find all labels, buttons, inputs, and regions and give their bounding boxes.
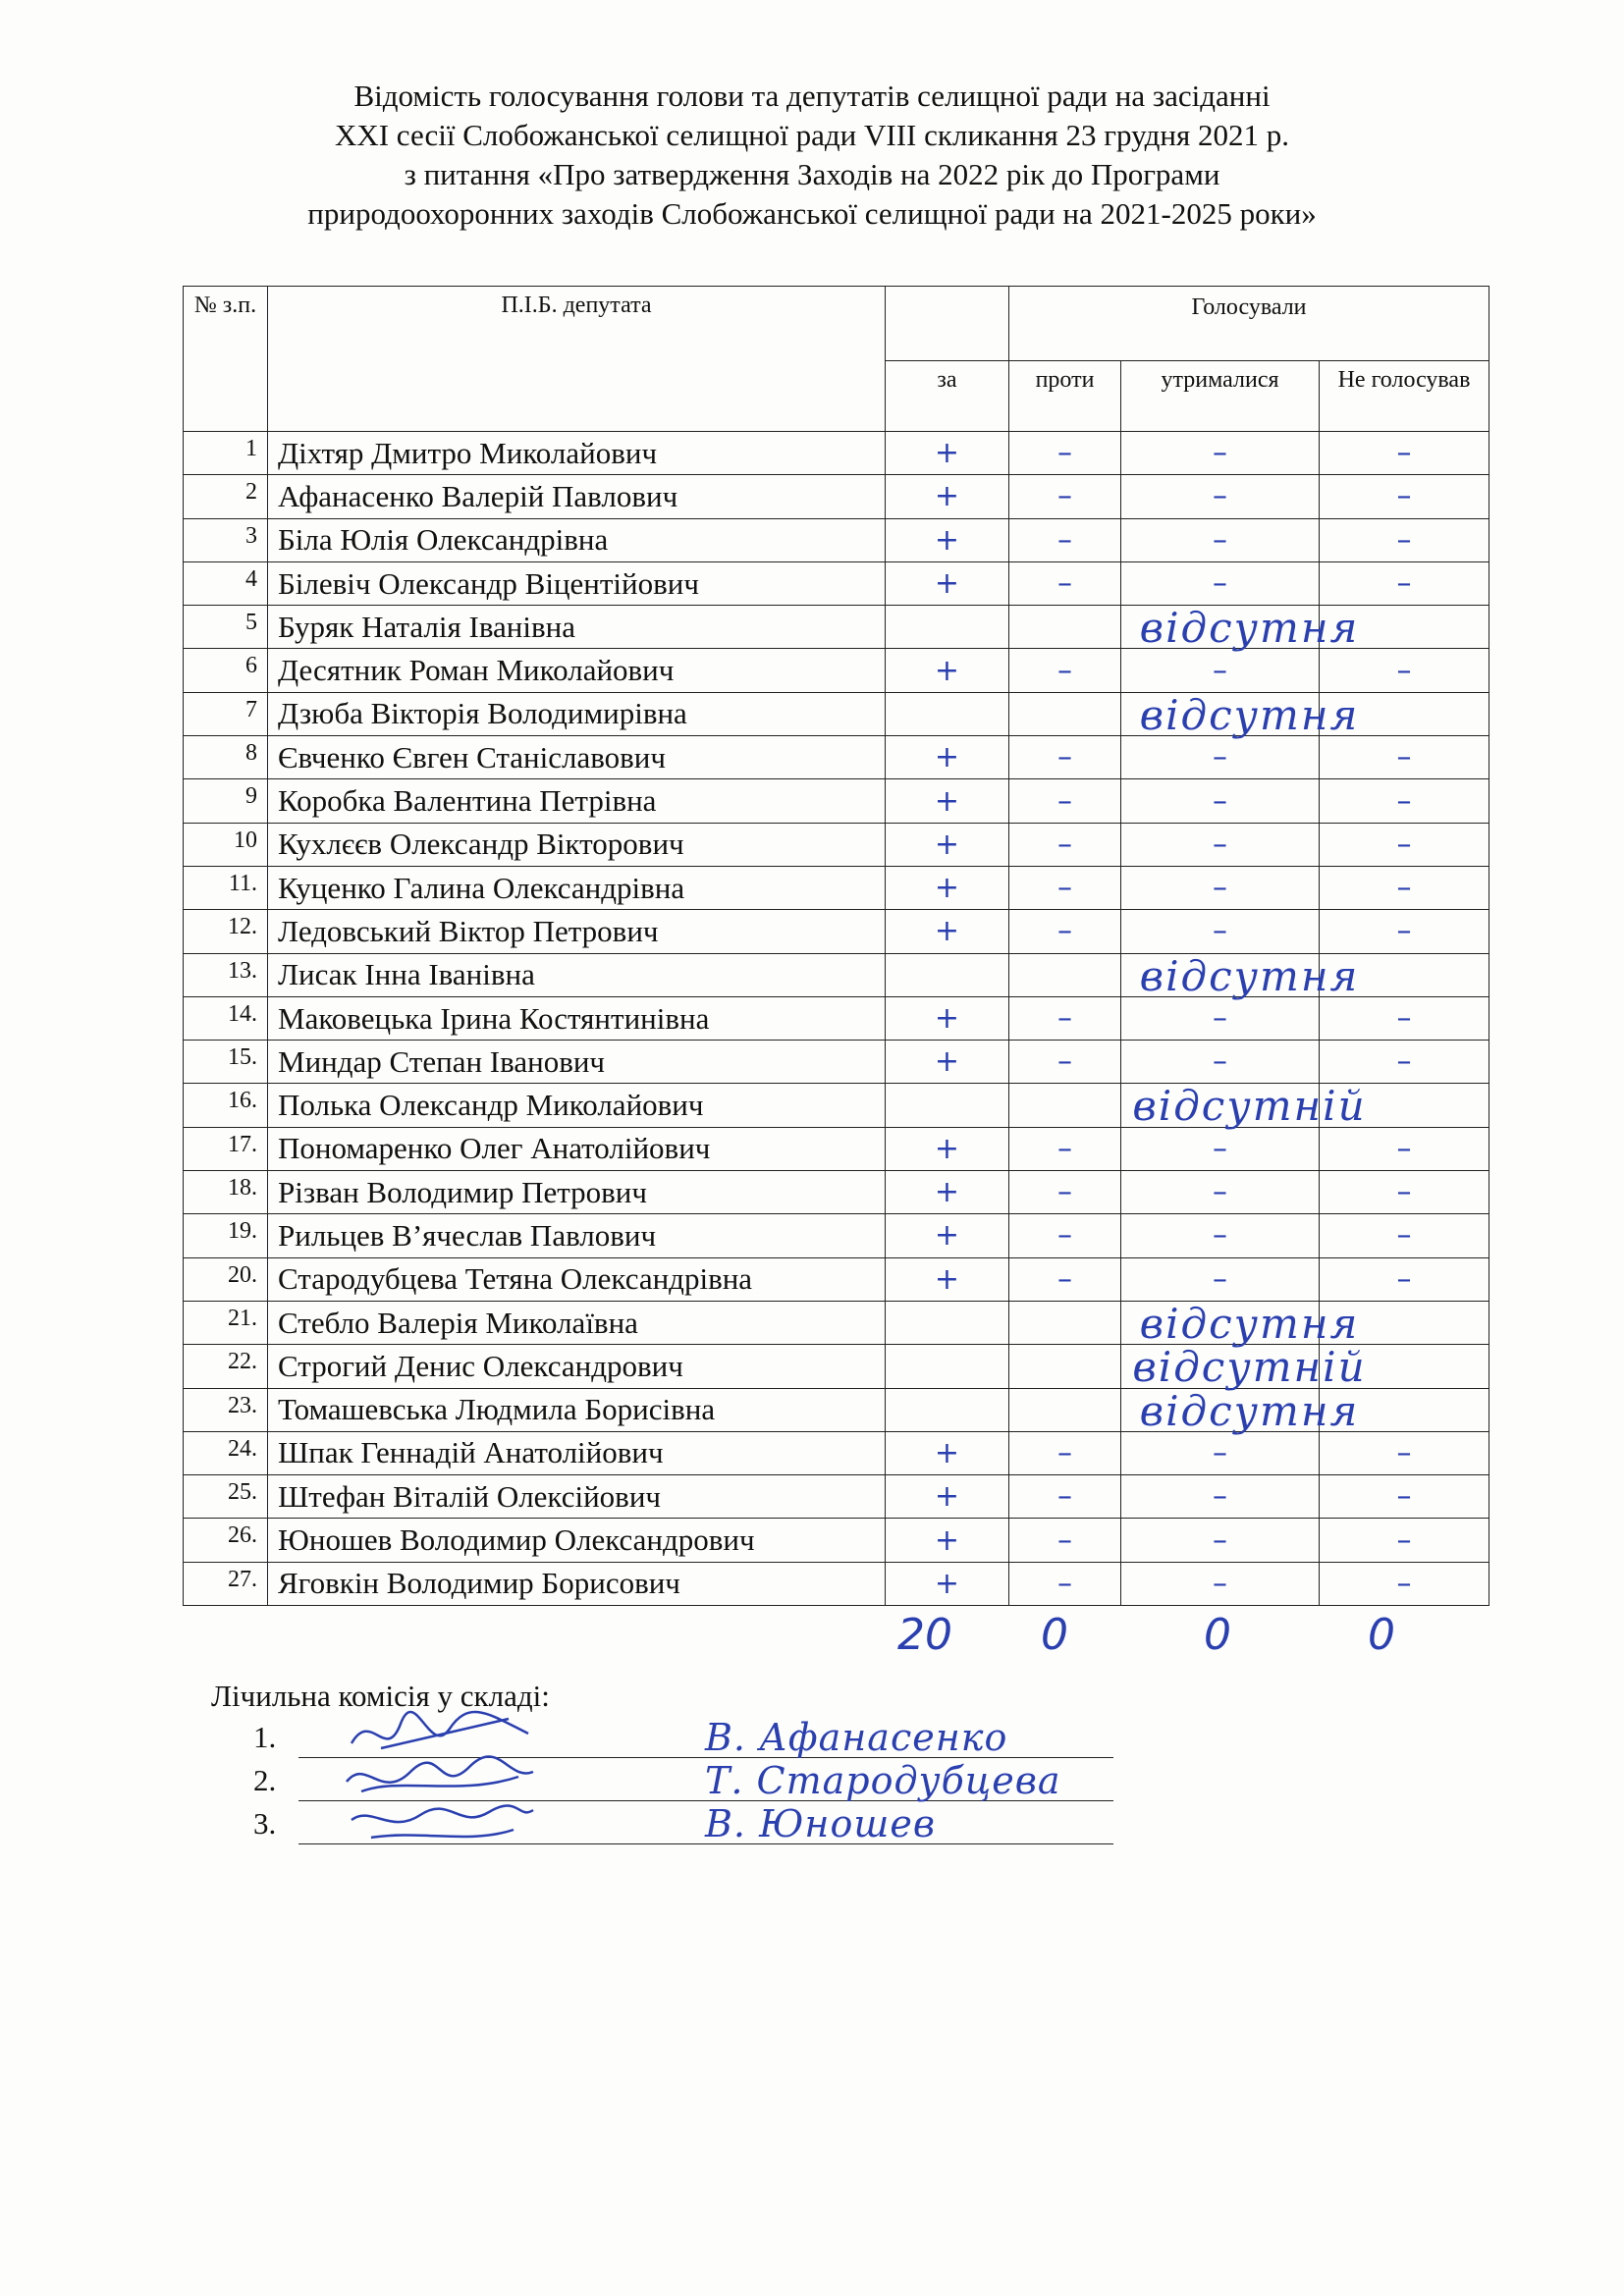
deputy-name: Біла Юлія Олександрівна xyxy=(268,518,886,561)
table-row xyxy=(184,779,1489,823)
table-row xyxy=(184,1127,1489,1170)
vote-not-voted: – xyxy=(1320,1171,1489,1214)
vote-abstained: – xyxy=(1121,1562,1320,1605)
document-title xyxy=(0,77,1624,234)
table-body xyxy=(184,432,1489,1606)
row-number: 25. xyxy=(184,1475,268,1519)
deputy-name: Стебло Валерія Миколаївна xyxy=(268,1301,886,1344)
vote-for xyxy=(886,606,1009,649)
deputy-name: Томашевська Людмила Борисівна xyxy=(268,1388,886,1431)
vote-abstained: – xyxy=(1121,1519,1320,1562)
total-for: 20 xyxy=(897,1610,952,1660)
row-number: 19. xyxy=(184,1214,268,1257)
vote-abstained: – xyxy=(1121,1214,1320,1257)
vote-not-voted: – xyxy=(1320,1214,1489,1257)
vote-not-voted: – xyxy=(1320,1519,1489,1562)
title-line: XXI сесії Слобожанської селищної ради VIII скликання 23 грудня 2021 р. xyxy=(334,118,1290,152)
member-index: 1. xyxy=(253,1720,277,1754)
table-row xyxy=(184,1562,1489,1605)
vote-against: – xyxy=(1009,996,1121,1040)
vote-abstained: – xyxy=(1121,1171,1320,1214)
header-abstained: утрималися xyxy=(1121,361,1320,432)
row-number: 23. xyxy=(184,1388,268,1431)
total-against: 0 xyxy=(1041,1610,1068,1660)
row-number: 9 xyxy=(184,779,268,823)
deputy-name: Дзюба Вікторія Володимирівна xyxy=(268,692,886,735)
vote-abstained: – xyxy=(1121,1431,1320,1474)
row-number: 10 xyxy=(184,823,268,866)
table-row xyxy=(184,823,1489,866)
vote-abstained: – xyxy=(1121,996,1320,1040)
vote-not-voted: – xyxy=(1320,475,1489,518)
table-row xyxy=(184,1519,1489,1562)
vote-abstained: – xyxy=(1121,432,1320,475)
vote-not-voted: – xyxy=(1320,736,1489,779)
deputy-name: Стародубцева Тетяна Олександрівна xyxy=(268,1257,886,1301)
vote-against: – xyxy=(1009,475,1121,518)
table-row xyxy=(184,1431,1489,1474)
vote-not-voted: – xyxy=(1320,1475,1489,1519)
vote-not-voted: – xyxy=(1320,432,1489,475)
vote-for xyxy=(886,1388,1009,1431)
member-index: 2. xyxy=(253,1763,277,1797)
deputy-name: Юношев Володимир Олександрович xyxy=(268,1519,886,1562)
vote-against: – xyxy=(1009,823,1121,866)
vote-not-voted: – xyxy=(1320,996,1489,1040)
signature-mark xyxy=(342,1790,538,1849)
vote-against xyxy=(1009,604,1360,653)
table-row xyxy=(184,692,1489,735)
table-row xyxy=(184,1171,1489,1214)
vote-against: – xyxy=(1009,1431,1121,1474)
vote-not-voted: – xyxy=(1320,518,1489,561)
vote-for: + xyxy=(886,1041,1009,1084)
absent-note: відсутня xyxy=(1139,1386,1360,1435)
table-row xyxy=(184,1301,1489,1344)
header-num: № з.п. xyxy=(184,287,268,432)
header-for: за xyxy=(886,361,1009,432)
vote-for: + xyxy=(886,432,1009,475)
vote-abstained: – xyxy=(1121,475,1320,518)
deputy-name: Яговкін Володимир Борисович xyxy=(268,1562,886,1605)
deputy-name: Пономаренко Олег Анатолійович xyxy=(268,1127,886,1170)
row-number: 20. xyxy=(184,1257,268,1301)
table-row xyxy=(184,996,1489,1040)
deputy-name: Лисак Інна Іванівна xyxy=(268,953,886,996)
vote-against: – xyxy=(1009,1475,1121,1519)
total-abstained: 0 xyxy=(1204,1610,1231,1660)
deputy-name: Штефан Віталій Олексійович xyxy=(268,1475,886,1519)
vote-abstained: – xyxy=(1121,518,1320,561)
row-number: 1 xyxy=(184,432,268,475)
title-line: з питання «Про затвердження Заходів на 2022 рік до Програми xyxy=(404,157,1220,191)
deputy-name: Рильцев В’ячеслав Павлович xyxy=(268,1214,886,1257)
deputy-name: Євченко Євген Станіславович xyxy=(268,736,886,779)
header-not-voted: Не голосував xyxy=(1320,361,1489,432)
vote-against xyxy=(1009,951,1360,1000)
deputy-name: Різван Володимир Петрович xyxy=(268,1171,886,1214)
vote-for: + xyxy=(886,1475,1009,1519)
vote-for: + xyxy=(886,1431,1009,1474)
vote-for xyxy=(886,1345,1009,1388)
deputy-name: Шпак Геннадій Анатолійович xyxy=(268,1431,886,1474)
vote-against: – xyxy=(1009,561,1121,605)
title-line: Відомість голосування голови та депутатів селищної ради на засіданні xyxy=(353,79,1271,113)
vote-against: – xyxy=(1009,910,1121,953)
vote-against: – xyxy=(1009,1127,1121,1170)
table-row xyxy=(184,1257,1489,1301)
absent-note: відсутня xyxy=(1139,951,1360,1000)
row-number: 14. xyxy=(184,996,268,1040)
row-number: 11. xyxy=(184,866,268,909)
vote-for: + xyxy=(886,910,1009,953)
vote-not-voted: – xyxy=(1320,823,1489,866)
vote-for: + xyxy=(886,649,1009,692)
vote-for: + xyxy=(886,1257,1009,1301)
vote-against: – xyxy=(1009,432,1121,475)
vote-for: + xyxy=(886,518,1009,561)
absent-note: відсутня xyxy=(1139,604,1360,653)
voting-table xyxy=(183,286,1489,1606)
deputy-name: Афанасенко Валерій Павлович xyxy=(268,475,886,518)
vote-against xyxy=(1009,1082,1367,1131)
vote-for: + xyxy=(886,996,1009,1040)
row-number: 12. xyxy=(184,910,268,953)
table-row xyxy=(184,1041,1489,1084)
table-row xyxy=(184,953,1489,996)
table-row xyxy=(184,1475,1489,1519)
vote-abstained: – xyxy=(1121,649,1320,692)
vote-against: – xyxy=(1009,1171,1121,1214)
row-number: 26. xyxy=(184,1519,268,1562)
table-row xyxy=(184,475,1489,518)
vote-abstained: – xyxy=(1121,910,1320,953)
vote-not-voted: – xyxy=(1320,1257,1489,1301)
commission-member xyxy=(253,1802,1137,1849)
table-row xyxy=(184,866,1489,909)
table-row xyxy=(184,910,1489,953)
vote-against: – xyxy=(1009,866,1121,909)
row-number: 15. xyxy=(184,1041,268,1084)
row-number: 27. xyxy=(184,1562,268,1605)
vote-for: + xyxy=(886,866,1009,909)
title-line: природоохоронних заходів Слобожанської селищної ради на 2021-2025 роки» xyxy=(307,196,1317,231)
vote-for: + xyxy=(886,1171,1009,1214)
vote-abstained: – xyxy=(1121,1041,1320,1084)
vote-not-voted: – xyxy=(1320,649,1489,692)
vote-not-voted: – xyxy=(1320,561,1489,605)
vote-for: + xyxy=(886,823,1009,866)
vote-for: + xyxy=(886,1127,1009,1170)
vote-for: + xyxy=(886,1214,1009,1257)
row-number: 24. xyxy=(184,1431,268,1474)
table-row xyxy=(184,736,1489,779)
vote-for xyxy=(886,953,1009,996)
vote-against xyxy=(1009,1343,1367,1392)
vote-against: – xyxy=(1009,1257,1121,1301)
table-row xyxy=(184,518,1489,561)
vote-against: – xyxy=(1009,1041,1121,1084)
vote-abstained: – xyxy=(1121,866,1320,909)
vote-abstained: – xyxy=(1121,736,1320,779)
table-row xyxy=(184,1388,1489,1431)
vote-not-voted: – xyxy=(1320,1562,1489,1605)
row-number: 5 xyxy=(184,606,268,649)
row-number: 8 xyxy=(184,736,268,779)
table-row xyxy=(184,649,1489,692)
vote-against xyxy=(1009,1299,1360,1348)
deputy-name: Коробка Валентина Петрівна xyxy=(268,779,886,823)
vote-abstained: – xyxy=(1121,561,1320,605)
header-blank xyxy=(886,287,1009,361)
deputy-name: Кухлєєв Олександр Вікторович xyxy=(268,823,886,866)
row-number: 18. xyxy=(184,1171,268,1214)
header-voted: Голосували xyxy=(1009,287,1489,361)
deputy-name: Куценко Галина Олександрівна xyxy=(268,866,886,909)
vote-against: – xyxy=(1009,518,1121,561)
vote-for xyxy=(886,692,1009,735)
vote-for: + xyxy=(886,779,1009,823)
row-number: 16. xyxy=(184,1084,268,1127)
member-name: В. Юношев xyxy=(705,1802,936,1845)
total-not-voted: 0 xyxy=(1368,1610,1395,1660)
vote-not-voted: – xyxy=(1320,910,1489,953)
table-row xyxy=(184,432,1489,475)
vote-not-voted: – xyxy=(1320,1041,1489,1084)
absent-note: відсутня xyxy=(1139,1299,1360,1348)
vote-for: + xyxy=(886,1562,1009,1605)
vote-for: + xyxy=(886,561,1009,605)
row-number: 22. xyxy=(184,1345,268,1388)
deputy-name: Миндар Степан Іванович xyxy=(268,1041,886,1084)
vote-abstained: – xyxy=(1121,823,1320,866)
vote-for: + xyxy=(886,475,1009,518)
deputy-name: Діхтяр Дмитро Миколайович xyxy=(268,432,886,475)
row-number: 13. xyxy=(184,953,268,996)
vote-against: – xyxy=(1009,1562,1121,1605)
absent-note: відсутня xyxy=(1139,690,1360,739)
table-row xyxy=(184,1084,1489,1127)
deputy-name: Маковецька Ірина Костянтинівна xyxy=(268,996,886,1040)
row-number: 3 xyxy=(184,518,268,561)
deputy-name: Буряк Наталія Іванівна xyxy=(268,606,886,649)
vote-against: – xyxy=(1009,1214,1121,1257)
member-name: Т. Стародубцева xyxy=(705,1759,1061,1802)
vote-against: – xyxy=(1009,736,1121,779)
vote-not-voted: – xyxy=(1320,866,1489,909)
commission-label: Лічильна комісія у складі: xyxy=(211,1679,550,1713)
vote-against xyxy=(1009,1386,1360,1435)
table-row xyxy=(184,1345,1489,1388)
vote-against: – xyxy=(1009,649,1121,692)
vote-abstained: – xyxy=(1121,779,1320,823)
table-row xyxy=(184,1214,1489,1257)
header-against: проти xyxy=(1009,361,1121,432)
member-name: В. Афанасенко xyxy=(705,1716,1008,1759)
vote-for: + xyxy=(886,736,1009,779)
absent-note: відсутній xyxy=(1132,1082,1367,1131)
deputy-name: Ледовський Віктор Петрович xyxy=(268,910,886,953)
row-number: 17. xyxy=(184,1127,268,1170)
table-row xyxy=(184,561,1489,605)
vote-not-voted: – xyxy=(1320,779,1489,823)
vote-abstained: – xyxy=(1121,1127,1320,1170)
deputy-name: Полька Олександр Миколайович xyxy=(268,1084,886,1127)
vote-for xyxy=(886,1084,1009,1127)
totals-row xyxy=(0,1610,1624,1669)
vote-against: – xyxy=(1009,779,1121,823)
vote-not-voted: – xyxy=(1320,1127,1489,1170)
absent-note: відсутній xyxy=(1132,1343,1367,1392)
table-row xyxy=(184,606,1489,649)
deputy-name: Строгий Денис Олександрович xyxy=(268,1345,886,1388)
vote-abstained: – xyxy=(1121,1475,1320,1519)
deputy-name: Білевіч Олександр Віцентійович xyxy=(268,561,886,605)
vote-against: – xyxy=(1009,1519,1121,1562)
member-index: 3. xyxy=(253,1806,277,1841)
row-number: 4 xyxy=(184,561,268,605)
header-name: П.І.Б. депутата xyxy=(268,287,886,432)
row-number: 6 xyxy=(184,649,268,692)
row-number: 7 xyxy=(184,692,268,735)
vote-for: + xyxy=(886,1519,1009,1562)
row-number: 2 xyxy=(184,475,268,518)
row-number: 21. xyxy=(184,1301,268,1344)
vote-abstained: – xyxy=(1121,1257,1320,1301)
vote-against xyxy=(1009,690,1360,739)
deputy-name: Десятник Роман Миколайович xyxy=(268,649,886,692)
vote-not-voted: – xyxy=(1320,1431,1489,1474)
vote-for xyxy=(886,1301,1009,1344)
